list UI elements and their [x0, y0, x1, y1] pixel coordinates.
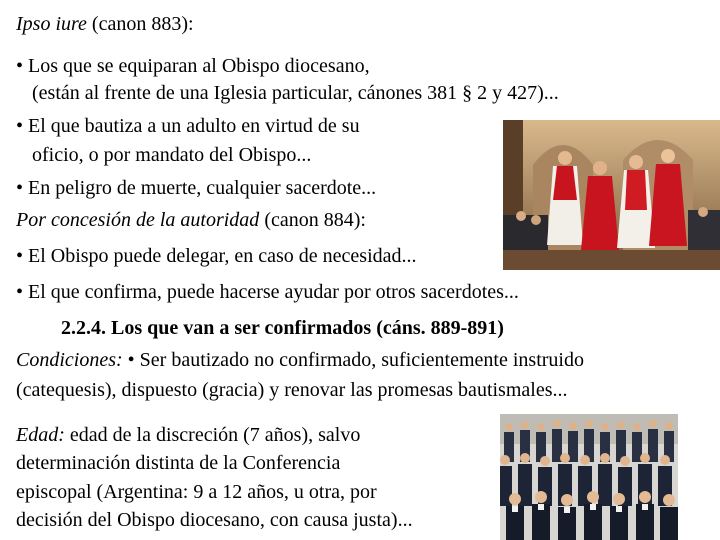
age-label: Edad: — [16, 424, 65, 446]
section2-title — [16, 210, 366, 230]
age-line2: determinación distinta de la Conferencia — [16, 452, 341, 474]
age-text1: edad de la discreción (7 años), salvo — [64, 424, 361, 446]
section-heading: 2.2.4. Los que van a ser confirmados (cáns. 889-891) — [61, 317, 504, 339]
bullet-equiparan: • Los que se equiparan al Obispo diocesano, — [16, 55, 370, 77]
bullet-delegar: • El Obispo puede delegar, en caso de necesidad... — [16, 245, 417, 267]
bullet-peligro: • En peligro de muerte, cualquier sacerdote... — [16, 177, 377, 199]
section1-title — [16, 14, 194, 34]
age-line3: episcopal (Argentina: 9 a 12 años, u otra, por — [16, 481, 377, 503]
bullet-confirma: • El que confirma, puede hacerse ayudar por otros sacerdotes... — [16, 281, 519, 303]
section1-title-italic: Ipso iure — [16, 13, 87, 35]
age-line1 — [16, 425, 360, 445]
age-line4: decisión del Obispo diocesano, con causa justa)... — [16, 509, 413, 531]
conditions-line1 — [16, 350, 584, 370]
clergy-photo — [503, 120, 720, 270]
conditions-text1: • Ser bautizado no confirmado, suficientemente instruido — [122, 349, 584, 371]
bullet-equiparan-cont: (están al frente de una Iglesia particular, cánones 381 § 2 y 427)... — [32, 82, 559, 104]
bullet-bautiza-cont: oficio, o por mandato del Obispo... — [32, 144, 312, 166]
conditions-line2: (catequesis), dispuesto (gracia) y renovar las promesas bautismales... — [16, 379, 568, 401]
section2-title-italic: Por concesión de la autoridad — [16, 209, 260, 231]
students-photo — [500, 414, 678, 540]
section1-title-rest: (canon 883): — [86, 13, 194, 35]
bullet-bautiza: • El que bautiza a un adulto en virtud de su — [16, 115, 360, 137]
section2-title-rest: (canon 884): — [259, 209, 366, 231]
conditions-label: Condiciones: — [16, 349, 123, 371]
